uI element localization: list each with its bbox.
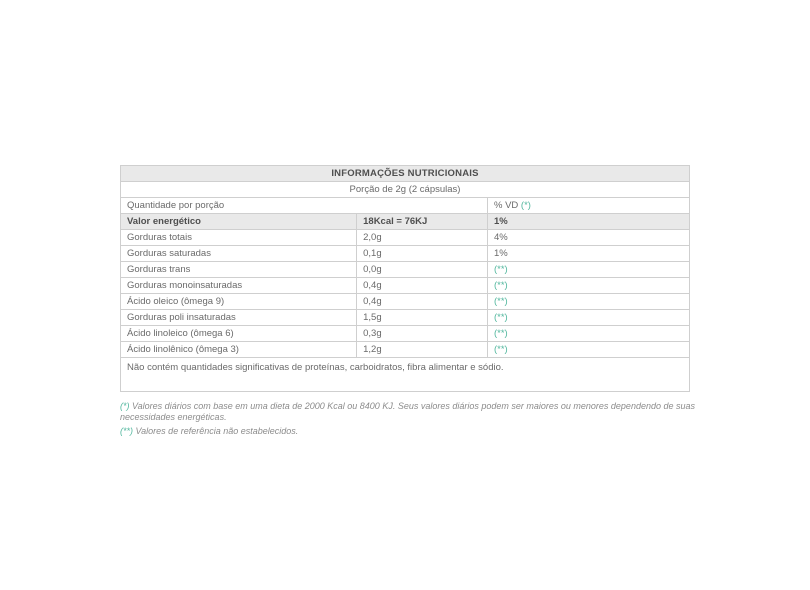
nutrient-amount: 1,2g xyxy=(357,342,488,358)
footnote-2-marker: (**) xyxy=(120,426,133,436)
nutrient-amount: 0,1g xyxy=(357,246,488,262)
nutrient-daily-value: (**) xyxy=(487,326,689,342)
amount-per-portion-header: Quantidade por porção xyxy=(121,198,488,214)
table-title: INFORMAÇÕES NUTRICIONAIS xyxy=(121,166,690,182)
table-row xyxy=(121,342,690,358)
nutrient-amount: 0,4g xyxy=(357,278,488,294)
energy-amount: 18Kcal = 76KJ xyxy=(357,214,488,230)
nutrient-label: Ácido linolênico (ômega 3) xyxy=(121,342,357,358)
nutrient-label: Gorduras poli insaturadas xyxy=(121,310,357,326)
table-row xyxy=(121,278,690,294)
footnote-reference-values xyxy=(120,426,730,437)
note-text: Não contém quantidades significativas de proteínas, carboidratos, fibra alimentar e sódio. xyxy=(121,358,690,392)
nutrient-label: Gorduras monoinsaturadas xyxy=(121,278,357,294)
nutrient-daily-value: (**) xyxy=(487,294,689,310)
nutrient-amount: 0,0g xyxy=(357,262,488,278)
nutrient-label: Gorduras trans xyxy=(121,262,357,278)
nutrient-daily-value: 1% xyxy=(487,246,689,262)
nutrient-daily-value: (**) xyxy=(487,342,689,358)
nutrient-label: Ácido oleico (ômega 9) xyxy=(121,294,357,310)
nutrient-label: Ácido linoleico (ômega 6) xyxy=(121,326,357,342)
energy-daily-value: 1% xyxy=(487,214,689,230)
note-row xyxy=(121,358,690,392)
table-row xyxy=(121,310,690,326)
daily-value-header-marker: (*) xyxy=(520,200,531,211)
nutrient-rows xyxy=(121,230,690,358)
daily-value-header-text: % VD xyxy=(493,200,521,211)
footnote-1-marker: (*) xyxy=(120,401,130,411)
nutrient-daily-value: (**) xyxy=(487,310,689,326)
column-header-row xyxy=(121,198,690,214)
footnote-2-text: Valores de referência não estabelecidos. xyxy=(133,426,299,436)
nutrient-daily-value: (**) xyxy=(487,278,689,294)
table-row xyxy=(121,294,690,310)
nutrient-label: Gorduras totais xyxy=(121,230,357,246)
table-title-row xyxy=(121,166,690,182)
nutrient-label: Gorduras saturadas xyxy=(121,246,357,262)
nutrient-amount: 1,5g xyxy=(357,310,488,326)
nutrient-daily-value: (**) xyxy=(487,262,689,278)
table-row xyxy=(121,230,690,246)
footnote-1-text: Valores diários com base em uma dieta de 2000 Kcal ou 8400 KJ. Seus valores diários podem ser maiores ou menores dependendo de suas necessidades energéticas. xyxy=(120,401,695,422)
nutrient-daily-value: 4% xyxy=(487,230,689,246)
daily-value-header xyxy=(487,198,689,214)
table-row xyxy=(121,262,690,278)
energy-row xyxy=(121,214,690,230)
nutrient-amount: 0,3g xyxy=(357,326,488,342)
nutrient-amount: 0,4g xyxy=(357,294,488,310)
portion-row xyxy=(121,182,690,198)
table-row xyxy=(121,246,690,262)
table-row xyxy=(121,326,690,342)
nutrient-amount: 2,0g xyxy=(357,230,488,246)
footnote-daily-values xyxy=(120,401,730,423)
nutrition-facts-table xyxy=(120,165,690,392)
energy-label: Valor energético xyxy=(121,214,357,230)
portion-text: Porção de 2g (2 cápsulas) xyxy=(121,182,690,198)
